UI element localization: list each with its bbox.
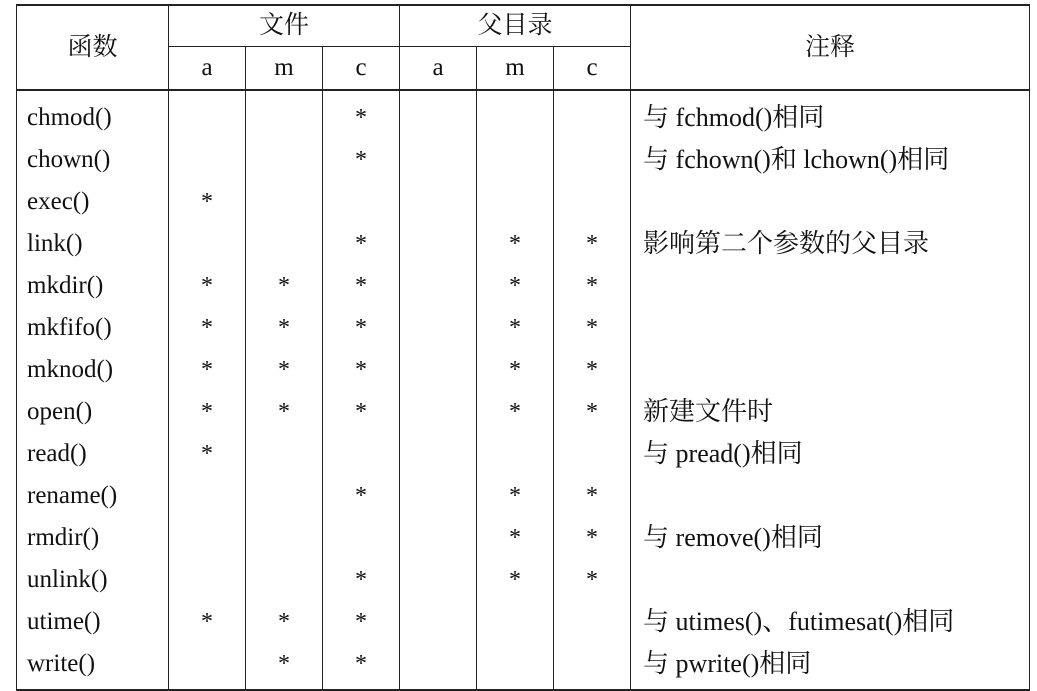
parent-m-mark-cell: * [477,307,554,349]
note-cell [631,559,1030,601]
parent-c-mark-cell [554,90,631,139]
note-cell: 与 remove()相同 [631,517,1030,559]
function-name-cell: mknod() [17,349,169,391]
parent-m-mark-cell [477,181,554,223]
file-m-mark-cell [246,517,323,559]
file-a-mark-cell [169,139,246,181]
parent-a-mark-cell [400,349,477,391]
parent-a-mark-cell [400,391,477,433]
table-row [17,559,1030,601]
table-row [17,475,1030,517]
file-c-mark-cell: * [323,391,400,433]
parent-a-header: a [400,47,477,91]
file-c-mark-cell: * [323,139,400,181]
timestamp-effects-table [16,4,1030,691]
file-m-mark-cell [246,139,323,181]
parent-c-mark-cell [554,139,631,181]
table-body [17,90,1030,690]
file-m-mark-cell: * [246,643,323,690]
file-a-mark-cell: * [169,349,246,391]
file-a-mark-cell: * [169,433,246,475]
parent-c-mark-cell [554,643,631,690]
parent-a-mark-cell [400,181,477,223]
note-cell [631,265,1030,307]
parent-c-mark-cell [554,181,631,223]
parent-m-mark-cell [477,139,554,181]
file-a-mark-cell [169,643,246,690]
function-name-cell: mkfifo() [17,307,169,349]
note-cell [631,475,1030,517]
parent-a-mark-cell [400,643,477,690]
parent-a-mark-cell [400,475,477,517]
file-m-mark-cell: * [246,601,323,643]
parent-c-mark-cell [554,433,631,475]
function-name-cell: chmod() [17,90,169,139]
parent-m-mark-cell: * [477,475,554,517]
parent-c-mark-cell: * [554,349,631,391]
file-m-mark-cell [246,181,323,223]
file-m-header: m [246,47,323,91]
table-row [17,391,1030,433]
file-m-mark-cell [246,433,323,475]
function-name-cell: rmdir() [17,517,169,559]
parent-c-header: c [554,47,631,91]
parent-c-mark-cell: * [554,307,631,349]
parent-m-mark-cell: * [477,223,554,265]
file-c-header: c [323,47,400,91]
table-row [17,643,1030,690]
function-name-cell: mkdir() [17,265,169,307]
table-row [17,90,1030,139]
parent-c-mark-cell: * [554,265,631,307]
note-cell: 与 fchown()和 lchown()相同 [631,139,1030,181]
file-c-mark-cell: * [323,349,400,391]
table-header [17,5,1030,90]
table-row [17,181,1030,223]
parent-dir-group-header: 父目录 [400,5,631,47]
parent-c-mark-cell [554,601,631,643]
file-a-mark-cell: * [169,265,246,307]
file-a-mark-cell [169,475,246,517]
note-cell [631,307,1030,349]
file-c-mark-cell: * [323,307,400,349]
function-name-cell: open() [17,391,169,433]
parent-m-mark-cell: * [477,559,554,601]
file-m-mark-cell: * [246,349,323,391]
file-m-mark-cell: * [246,307,323,349]
parent-a-mark-cell [400,601,477,643]
file-c-mark-cell [323,433,400,475]
function-name-cell: read() [17,433,169,475]
file-c-mark-cell: * [323,601,400,643]
parent-m-mark-cell: * [477,349,554,391]
table-row [17,517,1030,559]
note-cell: 影响第二个参数的父目录 [631,223,1030,265]
file-a-mark-cell: * [169,601,246,643]
table-row [17,349,1030,391]
parent-c-mark-cell: * [554,517,631,559]
file-c-mark-cell: * [323,90,400,139]
note-column-header: 注释 [631,5,1030,90]
parent-m-mark-cell [477,90,554,139]
file-m-mark-cell [246,559,323,601]
function-name-cell: exec() [17,181,169,223]
file-a-header: a [169,47,246,91]
parent-a-mark-cell [400,90,477,139]
file-c-mark-cell [323,181,400,223]
function-name-cell: utime() [17,601,169,643]
table-row [17,601,1030,643]
table-row [17,307,1030,349]
parent-c-mark-cell: * [554,391,631,433]
file-a-mark-cell: * [169,391,246,433]
parent-a-mark-cell [400,265,477,307]
note-cell: 与 utimes()、futimesat()相同 [631,601,1030,643]
note-cell: 与 fchmod()相同 [631,90,1030,139]
file-a-mark-cell [169,90,246,139]
file-a-mark-cell [169,517,246,559]
parent-m-mark-cell [477,601,554,643]
file-a-mark-cell: * [169,307,246,349]
file-c-mark-cell: * [323,475,400,517]
file-m-mark-cell: * [246,391,323,433]
file-a-mark-cell [169,559,246,601]
table-row [17,265,1030,307]
parent-a-mark-cell [400,433,477,475]
note-cell: 与 pwrite()相同 [631,643,1030,690]
parent-m-mark-cell: * [477,391,554,433]
function-name-cell: unlink() [17,559,169,601]
parent-m-mark-cell [477,433,554,475]
note-cell: 与 pread()相同 [631,433,1030,475]
function-name-cell: link() [17,223,169,265]
parent-a-mark-cell [400,223,477,265]
parent-m-mark-cell: * [477,265,554,307]
file-c-mark-cell: * [323,223,400,265]
file-c-mark-cell: * [323,559,400,601]
file-m-mark-cell: * [246,265,323,307]
file-m-mark-cell [246,90,323,139]
file-c-mark-cell: * [323,643,400,690]
parent-c-mark-cell: * [554,223,631,265]
function-name-cell: rename() [17,475,169,517]
file-a-mark-cell [169,223,246,265]
parent-a-mark-cell [400,559,477,601]
note-cell [631,349,1030,391]
file-a-mark-cell: * [169,181,246,223]
parent-m-mark-cell: * [477,517,554,559]
file-c-mark-cell: * [323,265,400,307]
file-m-mark-cell [246,223,323,265]
parent-c-mark-cell: * [554,559,631,601]
parent-m-header: m [477,47,554,91]
note-cell: 新建文件时 [631,391,1030,433]
function-column-header: 函数 [17,5,169,90]
file-c-mark-cell [323,517,400,559]
file-group-header: 文件 [169,5,400,47]
parent-a-mark-cell [400,307,477,349]
function-name-cell: write() [17,643,169,690]
file-m-mark-cell [246,475,323,517]
table-row [17,433,1030,475]
table-row [17,139,1030,181]
table-row [17,223,1030,265]
parent-a-mark-cell [400,139,477,181]
parent-m-mark-cell [477,643,554,690]
parent-c-mark-cell: * [554,475,631,517]
parent-a-mark-cell [400,517,477,559]
function-name-cell: chown() [17,139,169,181]
note-cell [631,181,1030,223]
